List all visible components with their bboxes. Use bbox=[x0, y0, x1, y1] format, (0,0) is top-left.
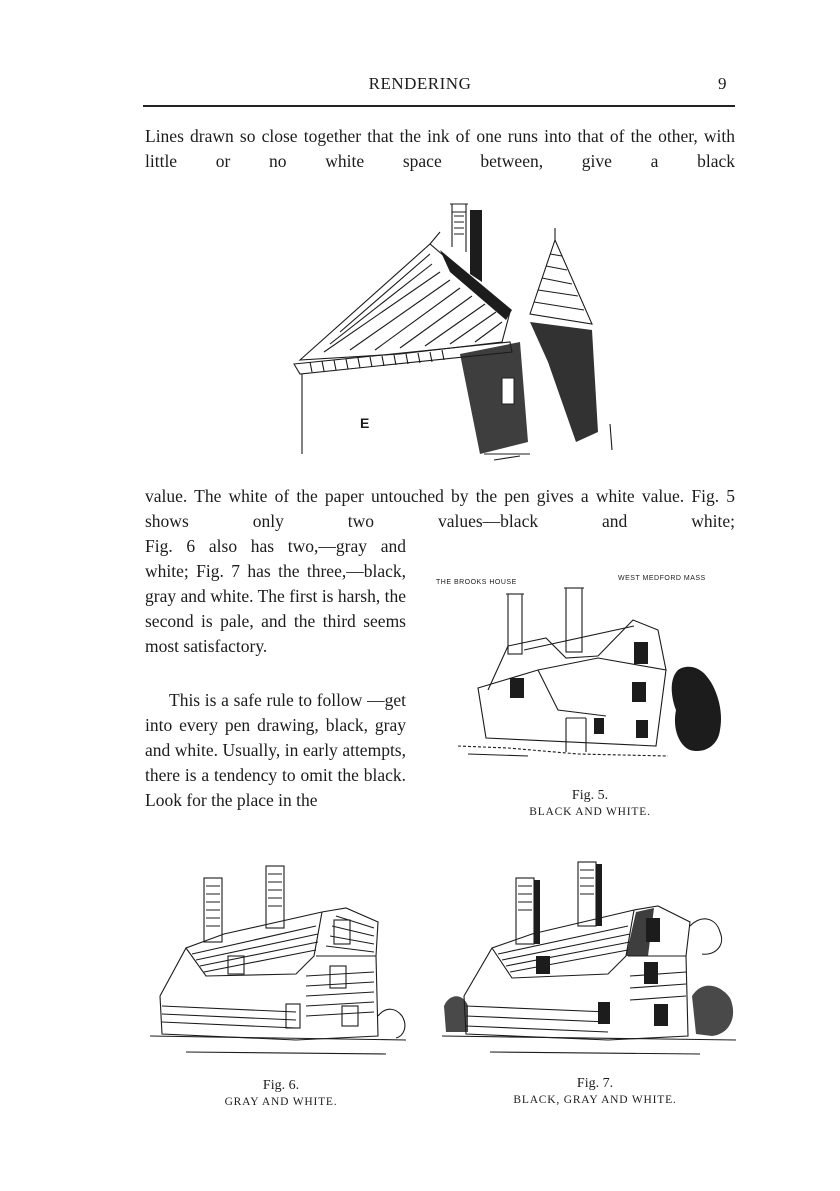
header-rule bbox=[143, 105, 735, 107]
fig7-number: Fig. 7. bbox=[576, 1076, 614, 1091]
fig5-sketch-label-right: WEST MEDFORD MASS bbox=[618, 575, 706, 582]
fig6-illustration bbox=[146, 856, 418, 1062]
fig6-title: GRAY AND WHITE. bbox=[224, 1096, 338, 1108]
illustration-roof-turret bbox=[280, 192, 620, 468]
paragraph-3: Fig. 6 also has two,—gray and white; Fig. 7 has the three,—black, gray and white. The first is harsh, the second is pale, and the third seems most satisfactory. bbox=[145, 536, 406, 656]
paragraph-2: value. The white of the paper untouched by the pen gives a white value. Fig. 5 shows only two values—black and white; bbox=[145, 486, 735, 531]
fig5-title: BLACK AND WHITE. bbox=[529, 806, 651, 818]
fig6-caption bbox=[176, 1078, 386, 1108]
fig7-title: BLACK, GRAY AND WHITE. bbox=[513, 1094, 677, 1106]
fig5-illustration bbox=[428, 570, 738, 770]
running-head: RENDERING bbox=[368, 74, 472, 93]
page-number: 9 bbox=[718, 74, 727, 93]
fig5-caption bbox=[480, 788, 700, 818]
paragraph-4: This is a safe rule to follow —get into every pen drawing, black, gray and white. Usually, in early attempts, there is a tendency to omit the black. Look for the place in the bbox=[145, 690, 406, 810]
fig6-number: Fig. 6. bbox=[262, 1078, 300, 1093]
fig5-number: Fig. 5. bbox=[571, 788, 609, 803]
fig5-sketch-label-left: THE BROOKS HOUSE bbox=[436, 579, 517, 586]
figure-label-e: E bbox=[360, 415, 370, 431]
paragraph-1: Lines drawn so close together that the ink of one runs into that of the other, with little or no white space between, give a black bbox=[145, 126, 735, 171]
fig7-illustration bbox=[440, 856, 740, 1062]
fig7-caption bbox=[480, 1076, 710, 1106]
